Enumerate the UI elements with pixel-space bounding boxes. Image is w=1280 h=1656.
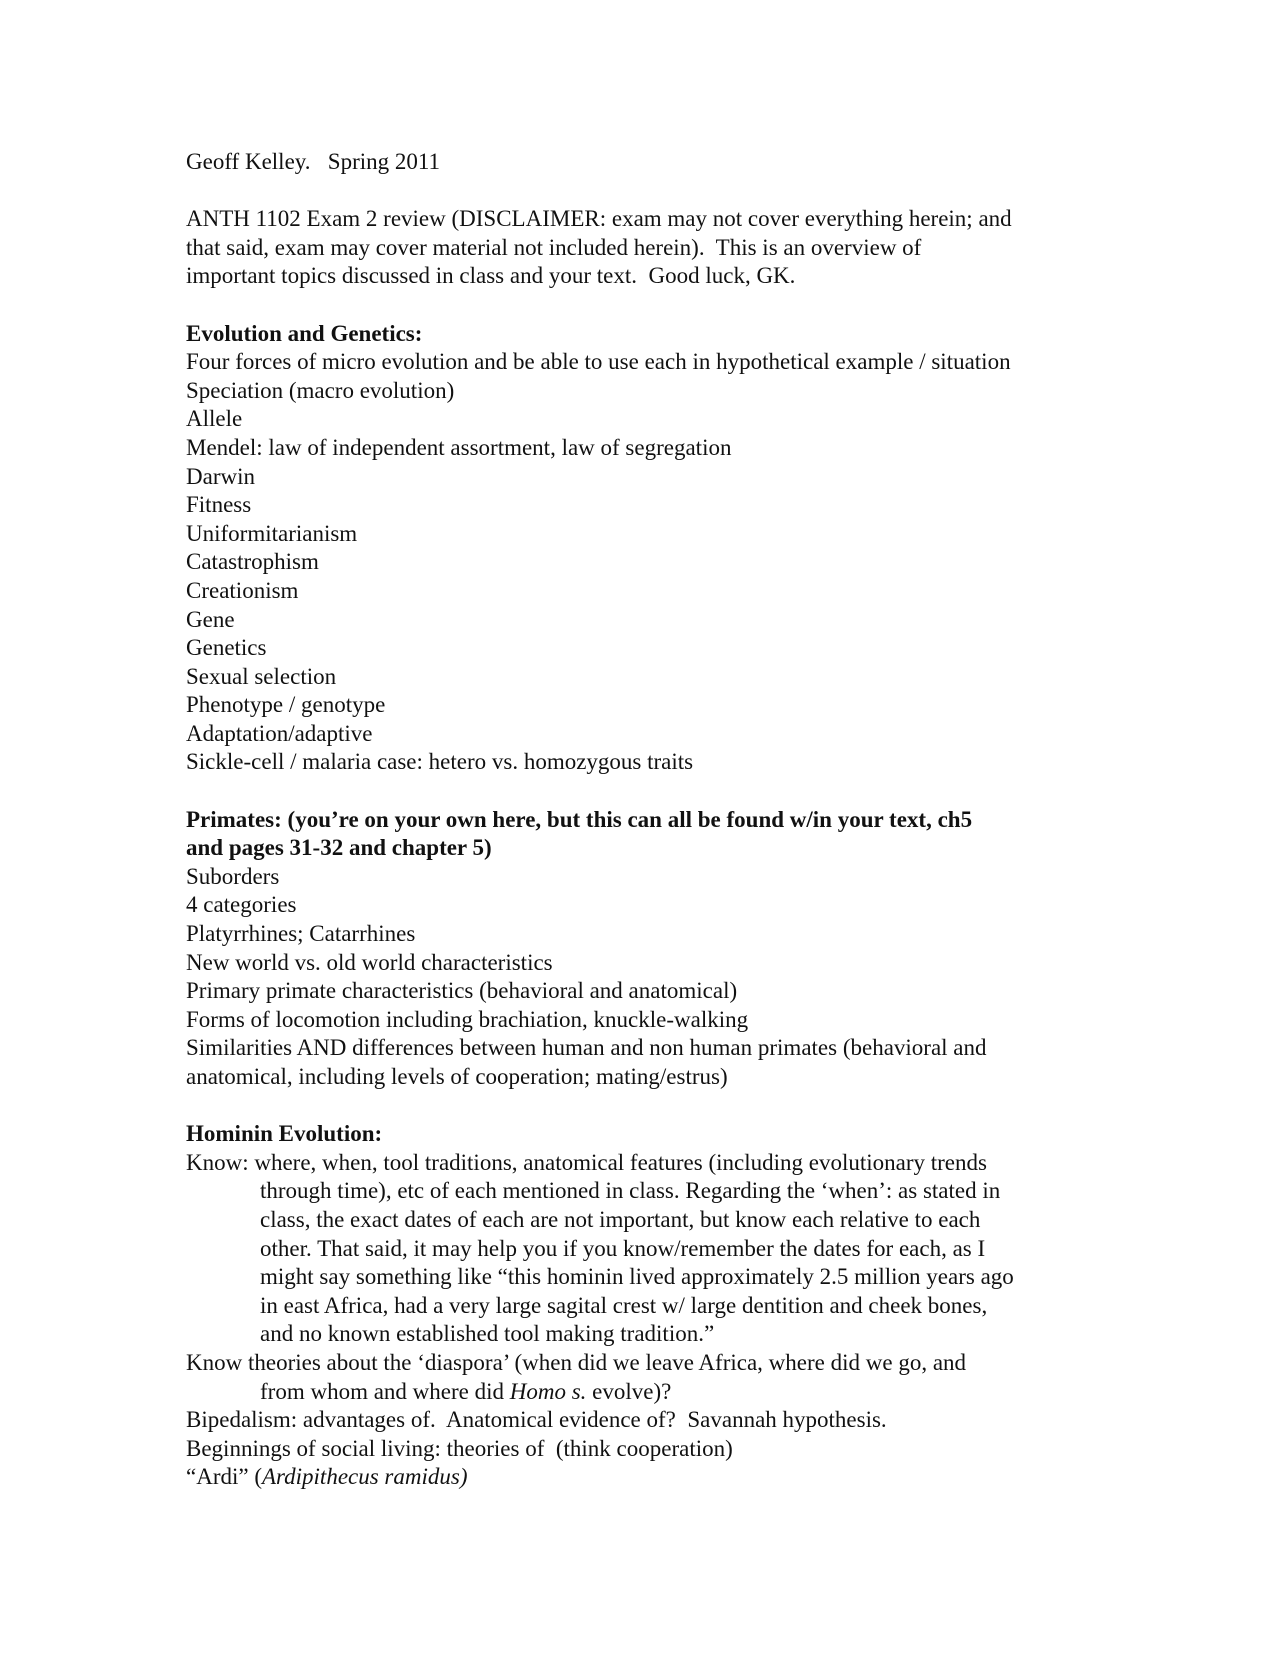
author-line: Geoff Kelley. Spring 2011 [186, 149, 441, 174]
list-item-continuation: in east Africa, had a very large sagital crest w/ large dentition and cheek bones, [260, 1292, 988, 1318]
list-item: 4 categories [186, 892, 297, 918]
list-item: Four forces of micro evolution and be able to use each in hypothetical example / situation [186, 349, 1011, 375]
list-item-diaspora [186, 1349, 1086, 1406]
intro-paragraph [186, 205, 1086, 291]
list-item: Speciation (macro evolution) [186, 377, 455, 403]
list-item: Know theories about the ‘diaspora’ (when did we leave Africa, where did we go, and [186, 1349, 967, 1375]
spacer [186, 177, 1086, 206]
list-item: Sexual selection [186, 663, 337, 689]
italic-text: Ardipithecus ramidus) [262, 1464, 468, 1490]
spacer [186, 1092, 1086, 1121]
list-item-continuation: and no known established tool making tradition.” [260, 1321, 715, 1347]
intro-line: that said, exam may cover material not included herein). This is an overview of [186, 234, 922, 260]
list-item-continuation: might say something like “this hominin lived approximately 2.5 million years ago [260, 1264, 1014, 1290]
list-item-continuation: class, the exact dates of each are not important, but know each relative to each [260, 1206, 981, 1232]
text-run: from whom and where did [260, 1378, 510, 1404]
section-heading: Hominin Evolution: [186, 1121, 383, 1147]
text-run: “Ardi” ( [186, 1464, 262, 1490]
list-item: Sickle-cell / malaria case: hetero vs. homozygous traits [186, 749, 694, 775]
intro-line: ANTH 1102 Exam 2 review (DISCLAIMER: exam may not cover everything herein; and [186, 206, 1012, 232]
list-item: Platyrrhines; Catarrhines [186, 921, 416, 947]
list-item: Beginnings of social living: theories of (think cooperation) [186, 1435, 733, 1461]
list-item: Fitness [186, 492, 252, 518]
list-item: Uniformitarianism [186, 520, 358, 546]
list-item: Mendel: law of independent assortment, law of segregation [186, 434, 732, 460]
spacer [186, 291, 1086, 320]
list-item: New world vs. old world characteristics [186, 949, 553, 975]
list-item-continuation [186, 1378, 1086, 1407]
document-page [186, 148, 1086, 1492]
list-item: Phenotype / genotype [186, 692, 386, 718]
list-item: Suborders [186, 863, 280, 889]
section-heading: Evolution and Genetics: [186, 320, 423, 346]
list-item: Gene [186, 606, 235, 632]
list-item-know [186, 1149, 1086, 1349]
list-item: Darwin [186, 463, 255, 489]
list-item: Genetics [186, 635, 267, 661]
section-heading: and pages 31-32 and chapter 5) [186, 835, 492, 861]
section-evolution-genetics [186, 320, 1086, 778]
list-item: Catastrophism [186, 549, 319, 575]
section-hominin-evolution [186, 1120, 1086, 1492]
list-item: Allele [186, 406, 243, 432]
list-item: anatomical, including levels of cooperation; mating/estrus) [186, 1064, 728, 1089]
list-item-continuation: other. That said, it may help you if you know/remember the dates for each, as I [260, 1235, 986, 1261]
list-item: Adaptation/adaptive [186, 720, 373, 746]
spacer [186, 777, 1086, 806]
list-item: Similarities AND differences between human and non human primates (behavioral and [186, 1035, 987, 1061]
list-item: Forms of locomotion including brachiation, knuckle-walking [186, 1006, 749, 1032]
italic-text: Homo s. [509, 1378, 587, 1404]
list-item [186, 1463, 1086, 1492]
list-item: Bipedalism: advantages of. Anatomical evidence of? Savannah hypothesis. [186, 1407, 887, 1433]
list-item: Primary primate characteristics (behavioral and anatomical) [186, 978, 738, 1004]
list-item: Know: where, when, tool traditions, anatomical features (including evolutionary trends [186, 1149, 987, 1175]
text-run: evolve)? [586, 1378, 672, 1404]
list-item-continuation: through time), etc of each mentioned in class. Regarding the ‘when’: as stated in [260, 1178, 1001, 1204]
list-item: Creationism [186, 577, 299, 603]
section-primates [186, 806, 1086, 1092]
intro-line: important topics discussed in class and your text. Good luck, GK. [186, 263, 796, 289]
section-heading: Primates: (you’re on your own here, but this can all be found w/in your text, ch5 [186, 806, 973, 832]
